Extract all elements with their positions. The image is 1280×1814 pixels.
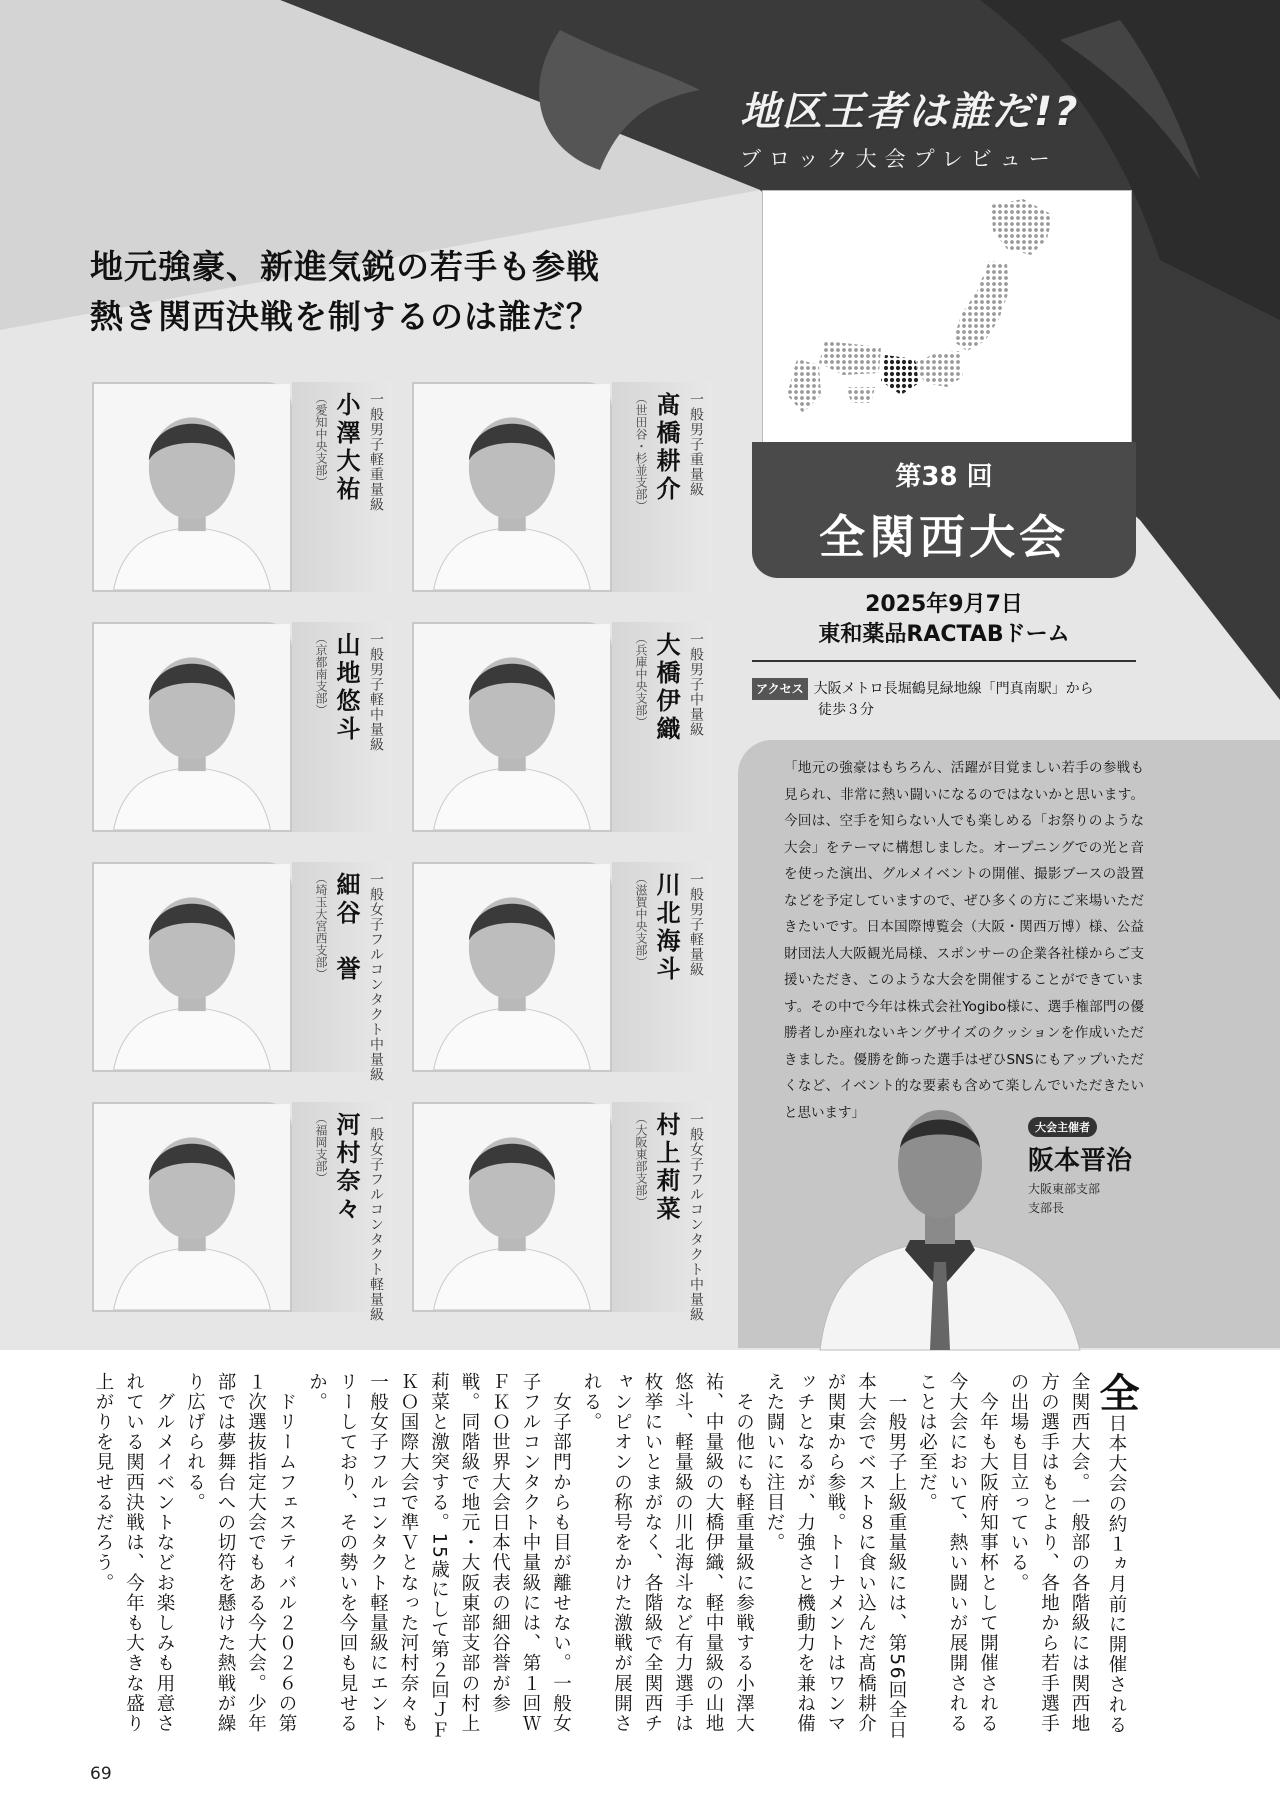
player-card [92,1102,392,1322]
article-paragraph: 今年も大阪府知事杯として開催される今大会において、熱い闘いが展開されることは必至だ。 [916,1372,999,1734]
player-name-column [292,862,392,1082]
player-name-column [612,382,712,592]
player-weight-class: 一般女子フルコンタクト軽量級 [368,1112,384,1322]
series-brand [740,80,1180,173]
player-photo [412,382,612,592]
player-card [92,382,392,592]
player-name: 河村奈々 [332,1112,360,1224]
access-line-1: 大阪メトロ長堀鶴見緑地線「門真南駅」から [813,681,1094,697]
article-body [93,1372,1139,1742]
host-role-tag: 大会主催者 [1028,1117,1097,1137]
host-branch: 大阪東部支部 [1028,1182,1101,1196]
player-card [412,382,712,592]
player-branch: （愛知中央支部） [314,392,328,488]
host-title: 支部長 [1028,1201,1065,1215]
event-ordinal: 第38 回 [895,462,993,492]
event-venue: 東和薬品RACTABドーム [818,622,1070,647]
player-photo [92,382,292,592]
article-dropcap: 全 [1093,1372,1139,1414]
article-paragraph: グルメイベントなどお楽しみも用意されている関西決戦は、今年も大きな盛り上がりを見せるだろう。 [93,1372,175,1734]
player-branch: （大阪東部支部） [634,1112,648,1208]
player-card [412,862,712,1072]
article-paragraph: その他にも軽重量級に参戦する小澤大祐、中量級の大橋伊織、軽中量級の山地悠斗、軽量級の川北海斗など有力選手は枚挙にいとまがなく、各階級で全関西チャンピオンの称号をかけた激戦が展開される。 [581,1372,755,1734]
player-photo [412,1102,612,1312]
player-card [412,622,712,832]
host-affiliation [1028,1180,1100,1218]
headline-line-2: 熱き関西決戦を制するのは誰だ？ [90,297,600,336]
player-weight-class: 一般男子軽中量級 [368,632,384,752]
player-branch: （福岡支部） [314,1112,328,1184]
portrait-silhouette [414,384,610,590]
event-name: 全関西大会 [819,510,1069,564]
page-number: 69 [90,1764,112,1784]
player-photo [412,862,612,1072]
player-name-column [612,1102,712,1322]
access-tag: アクセス [752,678,808,700]
event-title-panel [752,442,1136,578]
player-branch: （世田谷・杉並支部） [634,392,648,512]
event-date-venue [752,590,1136,650]
player-photo [92,622,292,832]
player-card [92,862,392,1082]
host-quote: 「地元の強豪はもちろん、活躍が目覚ましい若手の参戦も見られ、非常に熱い闘いになるのではないかと思います。今回は、空手を知らない人でも楽しめる「お祭りのような大会」をテーマに構想しました。オープニングでの光と音を使った演出、グルメイベントの開催、撮影ブースの設置などを予定していますので、ぜひ多くの方にご来場いただきたいです。日本国際博覧会（大阪・関西万博）様、公益財団法人大阪観光局様、スポンサーの企業各社様からご支援いただき、このような大会を開催することができています。その中で今年は株式会社Yogibo様に、選手権部門の優勝者しか座れないキングサイズのクッションを作成いただきました。優勝を飾った選手はぜひSNSにもアップいただくなど、イベント的な要素も含めて楽しんでいただきたいと思います」 [784,760,1144,1121]
portrait-silhouette [94,624,290,830]
portrait-silhouette [414,864,610,1070]
host-name: 阪本晋治 [1028,1146,1133,1176]
access-line-2: 徒歩３分 [818,702,874,718]
player-name: 川北海斗 [652,872,680,984]
player-branch: （兵庫中央支部） [634,632,648,728]
series-subtitle: ブロック大会プレビュー [740,147,1058,171]
player-photo [92,1102,292,1312]
portrait-silhouette [94,864,290,1070]
article-paragraph: ドリームフェスティバル２０２６の第１次選抜指定大会でもある今大会。少年部では夢舞台への切符を懸けた熱戦が繰り広げられる。 [184,1372,297,1734]
article-paragraph: 日本大会の約１ヵ月前に開催される全関西大会。一般部の各階級には関西地方の選手はもとより、各地から若手選手の出場も目立っている。 [1008,1372,1127,1736]
player-card [412,1102,712,1322]
player-weight-class: 一般女子フルコンタクト中量級 [368,872,384,1082]
headline [90,242,730,342]
event-date: 2025年9月7日 [865,592,1023,617]
portrait-silhouette [94,384,290,590]
player-weight-class: 一般男子軽重量級 [368,392,384,512]
player-name-column [612,622,712,832]
player-photo [412,622,612,832]
player-weight-class: 一般女子フルコンタクト中量級 [688,1112,704,1322]
player-weight-class: 一般男子中量級 [688,632,704,737]
player-branch: （滋賀中央支部） [634,872,648,968]
player-name-column [292,1102,392,1322]
divider [752,660,1136,662]
article-paragraph: 一般男子上級重量級には、第56回全日本大会でベスト８に食い込んだ髙橋耕介が関東から参戦。トーナメントはワンマッチとなるが、力強さと機動力を兼ね備えた闘いに注目だ。 [764,1372,907,1741]
player-weight-class: 一般男子軽量級 [688,872,704,977]
japan-map [762,190,1132,444]
player-name-column [292,382,392,592]
series-title: 地区王者は誰だ!? [740,89,1080,135]
player-name: 山地悠斗 [332,632,360,744]
player-card [92,622,392,832]
access-info [752,678,1142,720]
article-paragraph: 女子部門からも目が離せない。一般女子フルコンタクト中量級には、第１回ＷＦＫＯ世界大会日本代表の細谷誉が参戦。同階級で地元・大阪東部支部の村上莉菜と激突する。15歳にして第２回ＪＦＫＯ国際大会で準Ｖとなった河村奈々も一般女子フルコンタクト軽量級にエントリーしており、その勢いを今回も見せるか。 [306,1372,572,1741]
portrait-silhouette [414,1104,610,1310]
player-name: 小澤大祐 [332,392,360,504]
player-name: 大橋伊織 [652,632,680,744]
portrait-silhouette [94,1104,290,1310]
player-photo [92,862,292,1072]
player-name-column [612,862,712,1072]
headline-line-1: 地元強豪、新進気鋭の若手も参戦 [90,247,600,286]
japan-dot-map-image [763,191,1131,443]
player-branch: （京都南支部） [314,632,328,716]
player-branch: （埼玉大宮西支部） [314,872,328,980]
portrait-silhouette [414,624,610,830]
player-name: 髙橋耕介 [652,392,680,504]
player-name-column [292,622,392,832]
player-name: 村上莉菜 [652,1112,680,1224]
player-weight-class: 一般男子重量級 [688,392,704,497]
player-name: 細谷 誉 [332,872,360,984]
